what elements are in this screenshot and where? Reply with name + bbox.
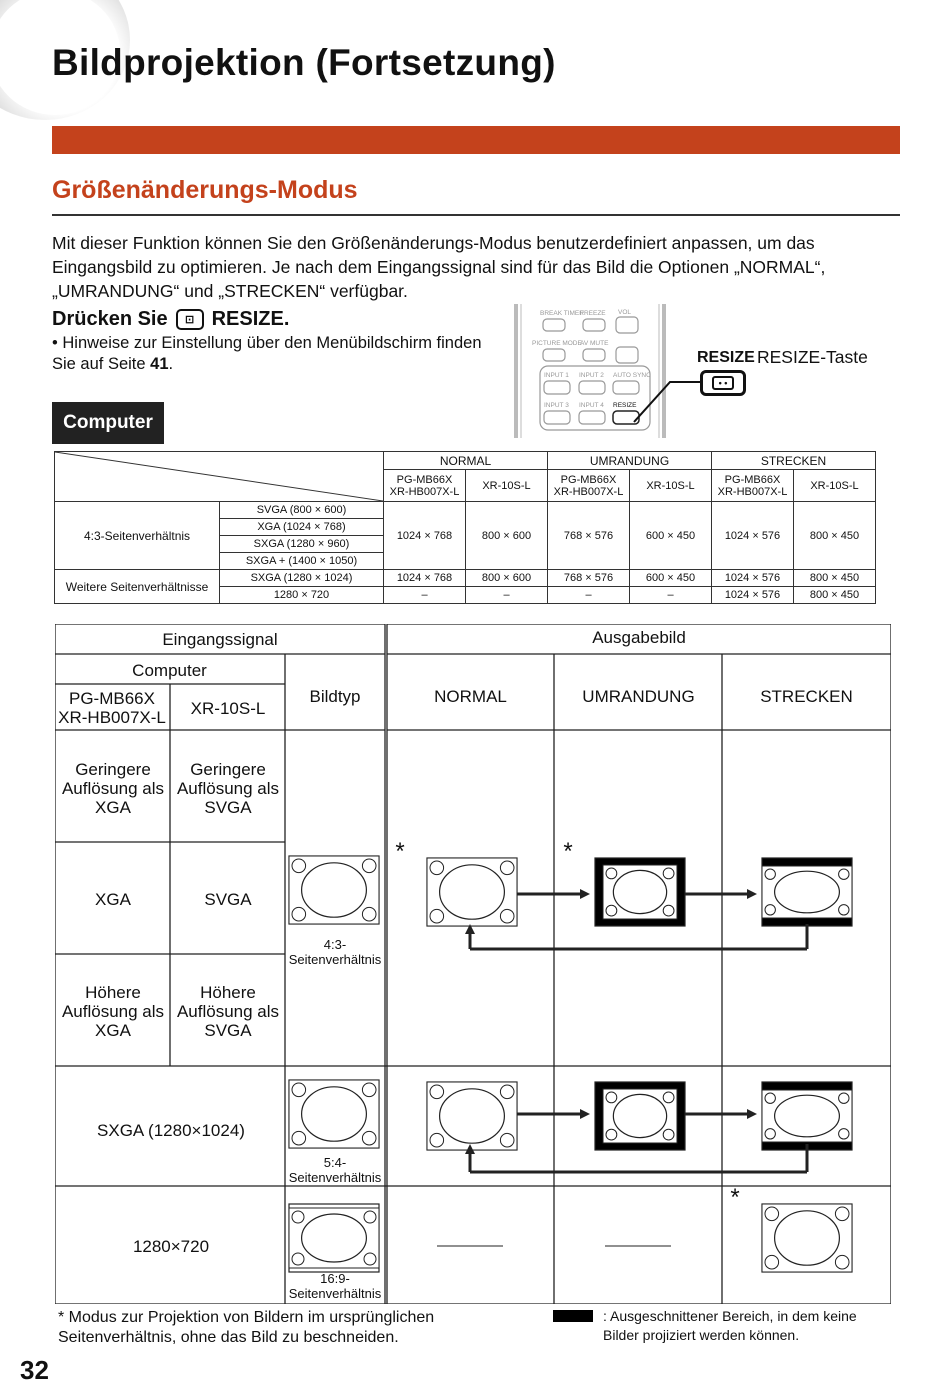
row-xga: XGA (95, 889, 131, 909)
arrow-head (580, 889, 590, 899)
arrow-head (580, 1109, 590, 1119)
remote-label: INPUT 4 (579, 402, 604, 409)
group-other: Weitere Seitenverhältnisse (55, 570, 220, 604)
page-number: 32 (20, 1355, 49, 1385)
signal-cell: XGA (1024 × 768) (220, 519, 384, 536)
remote-label: VOL (618, 309, 632, 316)
value-cell: – (630, 587, 712, 604)
header-model-a: PG-MB66X XR-HB007X-L (58, 689, 166, 727)
row-low-a: Geringere Auflösung als XGA (61, 759, 165, 817)
picture-diagram (427, 858, 517, 926)
star-mark: * (395, 837, 405, 865)
resize-pointer-line (630, 376, 710, 426)
value-cell: – (466, 587, 548, 604)
picture-diagram (762, 1204, 852, 1272)
picture-diagram (427, 1082, 517, 1150)
signal-cell: SXGA (1280 × 1024) (220, 570, 384, 587)
hint-body: • Hinweise zur Einstellung über den Menübildschirm finden Sie auf Seite (52, 334, 482, 373)
remote-label: BREAK TIMER (540, 310, 584, 317)
picture-diagram (289, 856, 379, 924)
header-strecken: STRECKEN (760, 686, 853, 706)
signal-cell: SVGA (800 × 600) (220, 502, 384, 519)
footnote-star: * Modus zur Projektion von Bildern im ursprünglichen Seitenverhältnis, ohne das Bild zu beschneiden. (58, 1309, 435, 1346)
picture-diagram (762, 858, 852, 926)
remote-label: PICTURE MODE (532, 340, 582, 347)
value-cell: 800 × 450 (794, 502, 876, 570)
value-cell: – (384, 587, 466, 604)
value-cell: – (548, 587, 630, 604)
remote-label: AUTO SYNC (613, 372, 651, 379)
value-cell: 1024 × 768 (384, 570, 466, 587)
row-svga: SVGA (204, 889, 252, 909)
io-table (55, 624, 891, 1304)
header-eingangssignal: Eingangssignal (162, 629, 278, 649)
arrow-head (747, 1109, 757, 1119)
resolution-table (54, 451, 876, 604)
footnote-cropped: : Ausgeschnittener Bereich, in dem keine Bilder projiziert werden können. (603, 1308, 857, 1343)
value-cell: 1024 × 576 (712, 502, 794, 570)
signal-cell: SXGA + (1400 × 1050) (220, 553, 384, 570)
header-normal: NORMAL (434, 686, 507, 706)
value-cell: 768 × 576 (548, 570, 630, 587)
intro-text: Mit dieser Funktion können Sie den Größenänderungs-Modus benutzerdefiniert anpassen, um das Eingangsbild zu optimieren. Je nach dem Eingangssignal sind für das Bild die Optionen „NORMAL“, „UMRANDUNG“ und „STRECKEN“ verfügbar. (52, 233, 826, 301)
computer-tag: Computer (52, 402, 164, 444)
star-mark: * (563, 837, 573, 865)
res-model-b: XR-10S-L (794, 470, 876, 502)
press-instruction (52, 308, 289, 331)
value-cell: 600 × 450 (630, 502, 712, 570)
res-header-normal: NORMAL (384, 452, 548, 470)
row-sxga: SXGA (1280×1024) (97, 1120, 245, 1140)
res-model-b: XR-10S-L (630, 470, 712, 502)
resize-button-icon: ⊡ (176, 309, 204, 330)
picture-diagram (595, 1082, 685, 1150)
value-cell: 800 × 600 (466, 570, 548, 587)
res-model-a: PG-MB66X XR-HB007X-L (712, 470, 794, 502)
remote-label: AV MUTE (580, 340, 609, 347)
res-header-strecken: STRECKEN (712, 452, 876, 470)
remote-label: RESIZE (613, 402, 637, 409)
picture-diagram (762, 1082, 852, 1150)
hint-page: 41 (150, 355, 169, 373)
res-model-b: XR-10S-L (466, 470, 548, 502)
value-cell: 600 × 450 (630, 570, 712, 587)
header-model-b: XR-10S-L (190, 698, 266, 718)
signal-cell: 1280 × 720 (220, 587, 384, 604)
remote-label: FREEZE (580, 310, 606, 317)
resize-taste-label: RESIZE-Taste (757, 347, 868, 367)
value-cell: 800 × 450 (794, 587, 876, 604)
press-prefix: Drücken Sie (52, 308, 168, 330)
header-bildtyp: Bildtyp (309, 686, 361, 706)
value-cell: 768 × 576 (548, 502, 630, 570)
title-bar (52, 126, 900, 154)
signal-cell: SXGA (1280 × 960) (220, 536, 384, 553)
press-suffix: RESIZE. (211, 308, 290, 330)
diagonal-header-cell (55, 452, 384, 502)
row-high-b: Höhere Auflösung als SVGA (176, 982, 280, 1040)
remote-label: INPUT 3 (544, 402, 569, 409)
header-computer: Computer (132, 660, 207, 680)
remote-label: INPUT 1 (544, 372, 569, 379)
picture-diagram (289, 1204, 379, 1272)
hint-text: • Hinweise zur Einstellung über den Menübildschirm finden Sie auf Seite 41. (52, 334, 482, 373)
row-1280x720: 1280×720 (132, 1236, 210, 1256)
resize-key-icon: • • (700, 370, 746, 396)
value-cell: 800 × 450 (794, 570, 876, 587)
row-high-a: Höhere Auflösung als XGA (61, 982, 165, 1040)
picture-diagram (289, 1080, 379, 1148)
value-cell: 800 × 600 (466, 502, 548, 570)
res-header-umrandung: UMRANDUNG (548, 452, 712, 470)
row-low-b: Geringere Auflösung als SVGA (176, 759, 280, 817)
type-43-label: 4:3- Seitenverhältnis (288, 937, 382, 967)
group-43: 4:3-Seitenverhältnis (55, 502, 220, 570)
section-rule (52, 214, 900, 216)
header-umrandung: UMRANDUNG (582, 686, 695, 706)
star-mark: * (730, 1183, 740, 1211)
res-model-a: PG-MB66X XR-HB007X-L (384, 470, 466, 502)
arrow-head (747, 889, 757, 899)
picture-diagram (595, 858, 685, 926)
resize-label: RESIZE (697, 349, 755, 366)
value-cell: 1024 × 576 (712, 587, 794, 604)
page-title: Bildprojektion (Fortsetzung) (52, 42, 556, 83)
header-ausgabebild: Ausgabebild (592, 627, 686, 647)
remote-label: INPUT 2 (579, 372, 604, 379)
res-model-a: PG-MB66X XR-HB007X-L (548, 470, 630, 502)
value-cell: 1024 × 768 (384, 502, 466, 570)
value-cell: 1024 × 576 (712, 570, 794, 587)
section-title: Größenänderungs-Modus (52, 176, 358, 204)
type-54-label: 5:4- Seitenverhältnis (288, 1155, 382, 1185)
type-169-label: 16:9- Seitenverhältnis (288, 1271, 382, 1301)
